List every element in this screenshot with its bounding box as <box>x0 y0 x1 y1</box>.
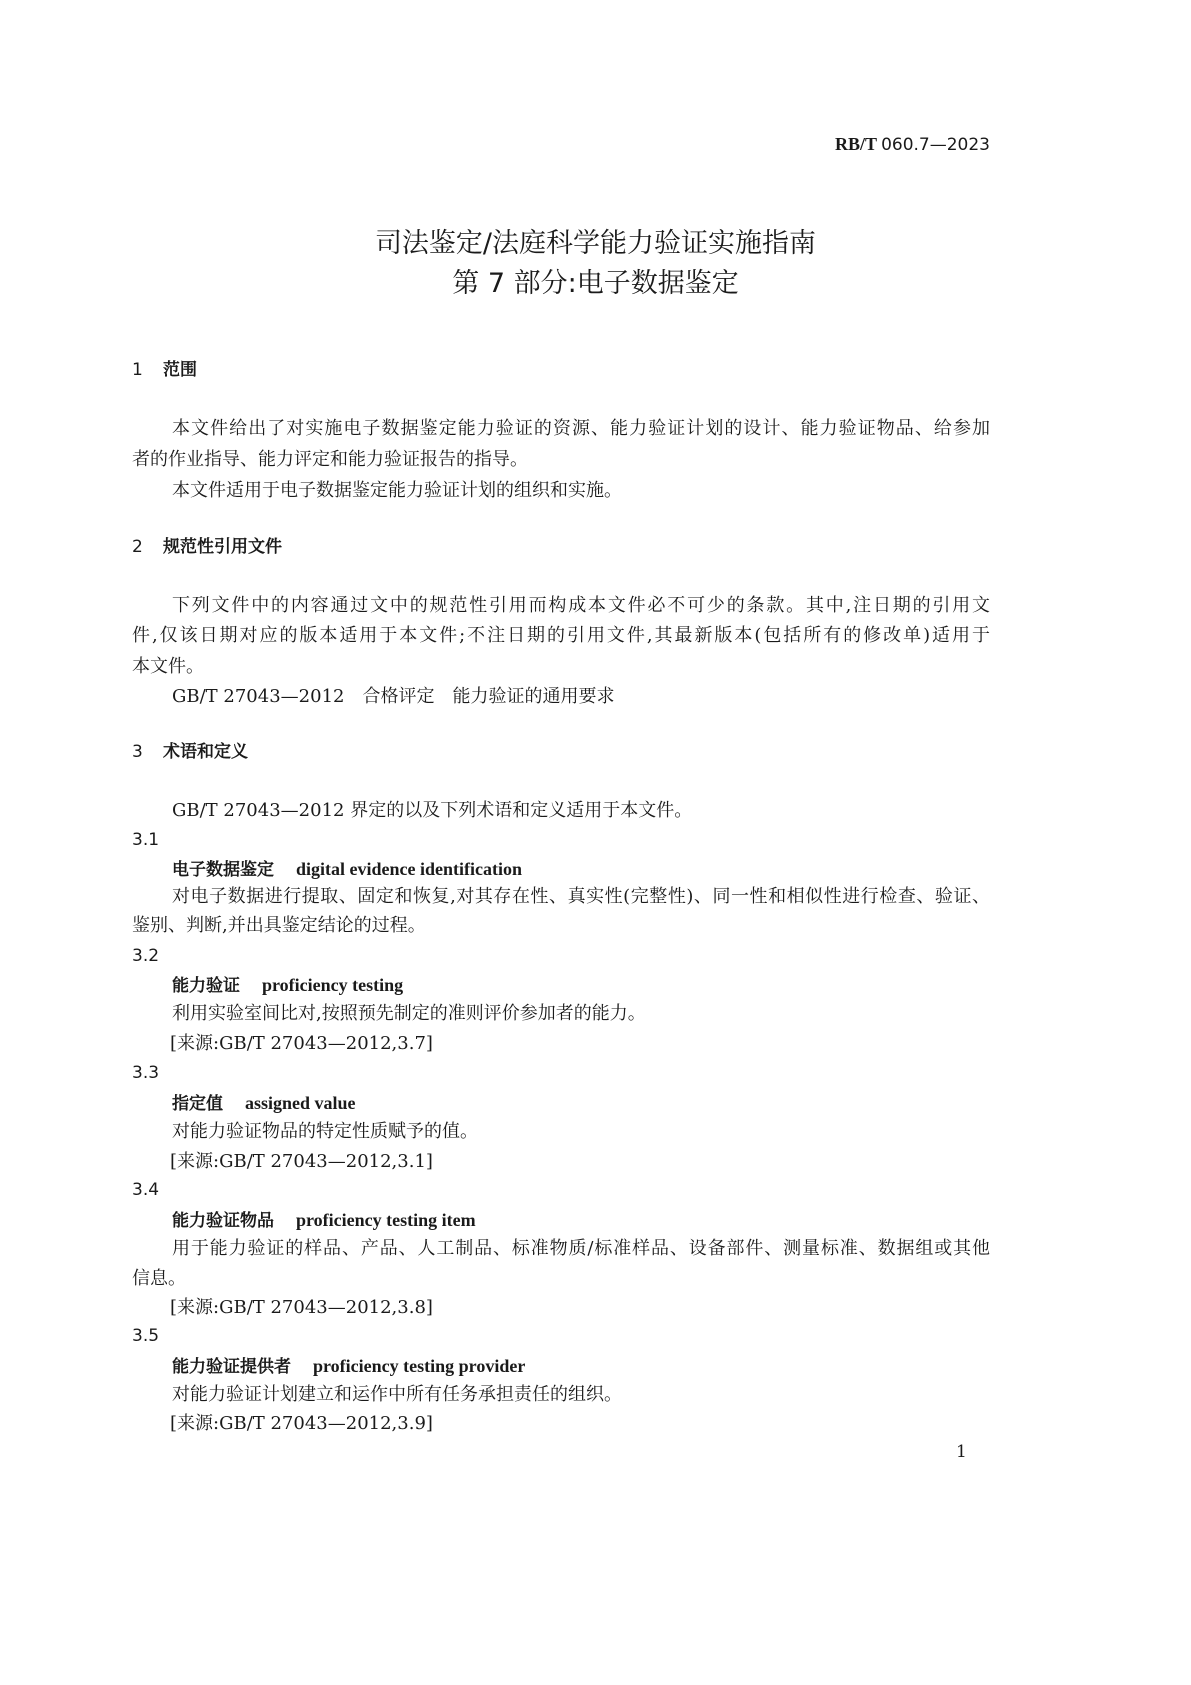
term-chinese: 能力验证提供者 <box>172 1357 291 1377</box>
document-code-number: 060.7—2023 <box>881 135 990 155</box>
section-1-heading: 范围 <box>163 360 197 380</box>
term-source: [来源:GB/T 27043—2012,3.7] <box>170 1033 433 1054</box>
document-code-prefix: RB/T <box>835 134 878 154</box>
term-english: proficiency testing <box>262 975 404 995</box>
term-number: 3.5 <box>132 1326 160 1346</box>
section-2-reference: GB/T 27043—2012 合格评定 能力验证的通用要求 <box>172 686 615 707</box>
term-chinese: 能力验证物品 <box>172 1211 274 1231</box>
document-title-line2: 第 7 部分:电子数据鉴定 <box>452 268 739 299</box>
term-source: [来源:GB/T 27043—2012,3.9] <box>170 1413 433 1434</box>
term-definition-line2: 鉴别、判断,并出具鉴定结论的过程。 <box>132 915 426 936</box>
term-definition-line1: 利用实验室间比对,按照预先制定的准则评价参加者的能力。 <box>172 1003 646 1024</box>
term-definition-line1: 对电子数据进行提取、固定和恢复,对其存在性、真实性(完整性)、同一性和相似性进行检查、验证、 <box>172 886 990 907</box>
term-english: proficiency testing item <box>296 1210 476 1230</box>
term-number: 3.3 <box>132 1063 160 1083</box>
section-2-number: 2 <box>132 537 143 557</box>
term-heading <box>172 860 522 879</box>
term-source: [来源:GB/T 27043—2012,3.1] <box>170 1151 433 1172</box>
document-title-line1: 司法鉴定/法庭科学能力验证实施指南 <box>374 228 817 259</box>
page-number: 1 <box>956 1442 967 1462</box>
term-heading <box>172 1094 356 1113</box>
section-1-para1-line1: 本文件给出了对实施电子数据鉴定能力验证的资源、能力验证计划的设计、能力验证物品、给参加 <box>172 418 990 439</box>
term-definition-line1: 对能力验证物品的特定性质赋予的值。 <box>172 1121 478 1142</box>
section-3-intro: GB/T 27043—2012 界定的以及下列术语和定义适用于本文件。 <box>172 800 693 821</box>
term-heading <box>172 1357 525 1376</box>
section-1-number: 1 <box>132 360 143 380</box>
section-2-para-line2: 件,仅该日期对应的版本适用于本文件;不注日期的引用文件,其最新版本(包括所有的修改单)适用于 <box>132 625 990 646</box>
term-chinese: 指定值 <box>172 1094 223 1114</box>
section-2-para-line1: 下列文件中的内容通过文中的规范性引用而构成本文件必不可少的条款。其中,注日期的引用文 <box>172 595 990 616</box>
section-1-para2: 本文件适用于电子数据鉴定能力验证计划的组织和实施。 <box>172 480 622 501</box>
section-3-number: 3 <box>132 742 143 762</box>
term-english: proficiency testing provider <box>313 1356 526 1376</box>
section-1-para1-line2: 者的作业指导、能力评定和能力验证报告的指导。 <box>132 449 528 470</box>
term-number: 3.2 <box>132 946 160 966</box>
term-english: digital evidence identification <box>296 859 522 879</box>
term-definition-line1: 用于能力验证的样品、产品、人工制品、标准物质/标准样品、设备部件、测量标准、数据组或其他 <box>172 1238 990 1259</box>
term-number: 3.1 <box>132 830 160 850</box>
section-3-heading: 术语和定义 <box>163 742 248 762</box>
term-chinese: 电子数据鉴定 <box>172 860 274 880</box>
term-heading <box>172 976 403 995</box>
term-definition-line1: 对能力验证计划建立和运作中所有任务承担责任的组织。 <box>172 1384 622 1405</box>
term-number: 3.4 <box>132 1180 160 1200</box>
term-source: [来源:GB/T 27043—2012,3.8] <box>170 1297 433 1318</box>
term-english: assigned value <box>245 1093 356 1113</box>
term-heading <box>172 1211 476 1230</box>
term-definition-line2: 信息。 <box>132 1268 186 1289</box>
section-2-para-line3: 本文件。 <box>132 656 204 677</box>
term-chinese: 能力验证 <box>172 976 240 996</box>
section-2-heading: 规范性引用文件 <box>163 537 282 557</box>
document-code <box>835 135 990 154</box>
